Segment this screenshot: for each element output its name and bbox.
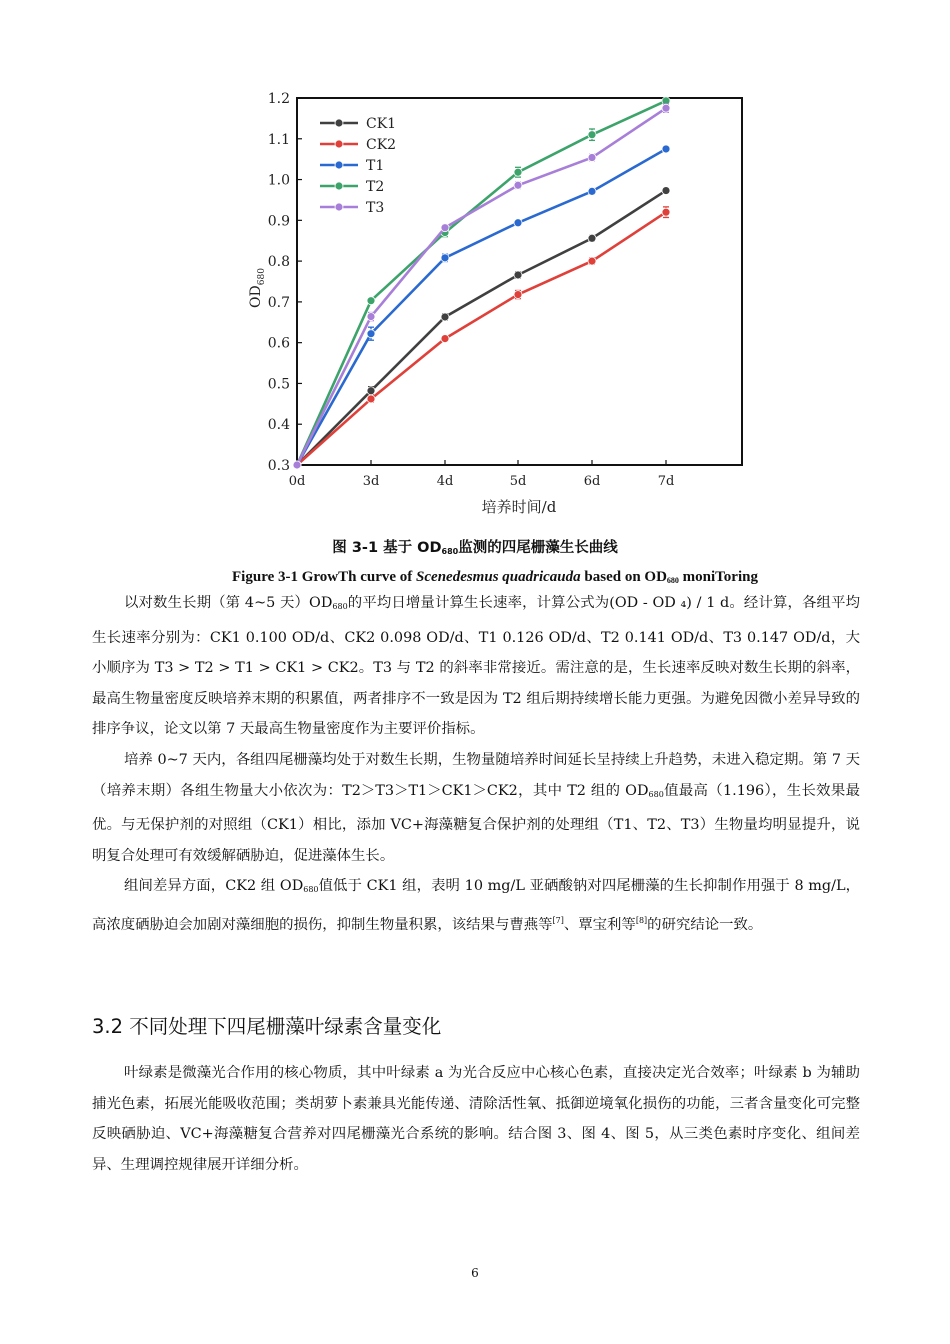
- data-point-t3: [588, 154, 596, 162]
- data-point-t1: [441, 254, 449, 262]
- y-tick-label: 1.0: [267, 172, 290, 189]
- paragraph-group-difference: 组间差异方面，CK2 组 $OD_{680}$值低于 CK1 组，表明 10 mg/L 亚硒酸钠对四尾栅藻的生长抑制作用强于 8 mg/L，高浓度硒胁迫会加剧对藻细胞的损伤，抑制生物量积累，该结果与曹燕等[7]、覃宝利等[8]的研究结论一致。: [92, 878, 860, 933]
- results-text: [92, 588, 860, 941]
- paragraph-growth-rate: 以对数生长期（第 4~5 天）$OD_{680}$的平均日增量计算生长速率，计算公式为(OD - OD ₄) / 1 d。经计算，各组平均生长速率分别为：CK1 0.100 OD/d、CK2 0.098 OD/d、T1 0.126 OD/d、T2 0.141 OD/d、T3 0.147 OD/d，大小顺序为 T3 > T2 > T1 > CK1 > CK2。T3 与 T2 的斜率非常接近。需注意的是，生长速率反映对数生长期的斜率，最高生物量密度反映培养末期的积累值，两者排序不一致是因为 T2 组后期持续增长能力更强。为避免因微小差异导致的排序争议，论文以第 7 天最高生物量密度作为主要评价指标。: [92, 595, 860, 738]
- data-point-t3: [514, 181, 522, 189]
- x-tick-label: 7d: [657, 474, 675, 489]
- legend-marker-t3: [335, 203, 343, 211]
- citation-8: [8]: [635, 915, 648, 925]
- data-point-ck1: [441, 313, 449, 321]
- legend-label-t3: T3: [366, 200, 385, 216]
- series-line-t3: [297, 108, 666, 465]
- data-point-t3: [441, 224, 449, 232]
- y-tick-label: 0.6: [267, 335, 290, 352]
- data-point-ck1: [514, 271, 522, 279]
- x-tick-label: 0d: [288, 474, 306, 489]
- legend-label-ck1: CK1: [366, 116, 397, 132]
- x-axis-label: 培养时间/d: [481, 498, 557, 516]
- y-tick-label: 1.1: [267, 131, 290, 148]
- page-number: 6: [471, 1266, 479, 1280]
- legend-marker-ck2: [335, 140, 343, 148]
- x-tick-label: 6d: [583, 474, 601, 489]
- data-point-ck1: [662, 187, 670, 195]
- y-tick-label: 0.8: [267, 254, 290, 271]
- citation-7: [7]: [552, 915, 564, 925]
- chlorophyll-text: [92, 1058, 860, 1180]
- data-point-ck1: [367, 387, 375, 395]
- figure-caption-en: Figure 3-1 GrowTh curve of Scenedesmus quadricauda based on $OD_{680}$ moniToring: [232, 569, 758, 585]
- data-point-t3: [662, 104, 670, 112]
- data-point-t1: [588, 187, 596, 195]
- data-point-t1: [367, 330, 375, 338]
- plot-area: [297, 98, 742, 465]
- plot-frame: [297, 98, 742, 465]
- legend-marker-t1: [335, 161, 343, 169]
- data-point-t2: [514, 168, 522, 176]
- data-point-t2: [367, 297, 375, 305]
- paragraph-chlorophyll: 叶绿素是微藻光合作用的核心物质，其中叶绿素 a 为光合反应中心核心色素，直接决定光合效率；叶绿素 b 为辅助捕光色素，拓展光能吸收范围；类胡萝卜素兼具光能传递、清除活性氧、抵御逆境氧化损伤的功能，三者含量变化可完整反映硒胁迫、VC+海藻糖复合营养对四尾栅藻光合系统的影响。结合图 3、图 4、图 5，从三类色素时序变化、组间差异、生理调控规律展开详细分析。: [92, 1065, 860, 1173]
- paragraph-growth-trend: 培养 0~7 天内，各组四尾栅藻均处于对数生长期，生物量随培养时间延长呈持续上升趋势，未进入稳定期。第 7 天（培养末期）各组生物量大小依次为：T2＞T3＞T1＞CK1＞CK2，其中 T2 组的 $OD_{680}$值最高（1.196），生长效果最优。与无保护剂的对照组（CK1）相比，添加 VC+海藻糖复合保护剂的处理组（T1、T2、T3）生物量均明显提升，说明复合处理可有效缓解硒胁迫，促进藻体生长。: [92, 751, 860, 864]
- x-tick-label: 5d: [509, 474, 527, 489]
- data-point-ck2: [662, 208, 670, 216]
- legend-label-ck2: CK2: [366, 137, 397, 153]
- data-point-t1: [514, 219, 522, 227]
- y-tick-label: 0.9: [267, 213, 290, 230]
- y-axis-label: $OD_{680}$: [248, 268, 267, 308]
- x-tick-label: 3d: [362, 474, 380, 489]
- y-tick-label: 1.2: [267, 91, 290, 107]
- data-point-ck2: [441, 335, 449, 343]
- series-line-ck2: [297, 212, 666, 465]
- data-point-t1: [662, 145, 670, 153]
- data-point-ck2: [367, 395, 375, 403]
- series-layer: [293, 97, 670, 469]
- data-point-t3: [367, 313, 375, 321]
- y-tick-label: 0.7: [267, 294, 290, 311]
- data-point-ck2: [514, 291, 522, 299]
- y-tick-label: 0.3: [267, 458, 290, 474]
- series-line-ck1: [297, 191, 666, 465]
- legend-label-t1: T1: [366, 158, 385, 174]
- growth-curve-chart: [240, 88, 760, 528]
- data-point-t2: [588, 131, 596, 139]
- legend: [320, 116, 396, 216]
- data-point-ck2: [588, 257, 596, 265]
- legend-label-t2: T2: [366, 179, 385, 195]
- data-point-t3: [293, 461, 301, 469]
- series-line-t1: [297, 149, 666, 465]
- section-heading: 3.2 不同处理下四尾栅藻叶绿素含量变化: [92, 1015, 442, 1038]
- data-point-ck1: [588, 234, 596, 242]
- figure-caption-cn: 图 3-1 基于 $OD_{680}$监测的四尾栅藻生长曲线: [332, 540, 618, 556]
- legend-marker-ck1: [335, 119, 343, 127]
- legend-marker-t2: [335, 182, 343, 190]
- y-tick-label: 0.5: [267, 376, 290, 393]
- x-tick-label: 4d: [436, 474, 454, 489]
- y-tick-label: 0.4: [267, 417, 290, 434]
